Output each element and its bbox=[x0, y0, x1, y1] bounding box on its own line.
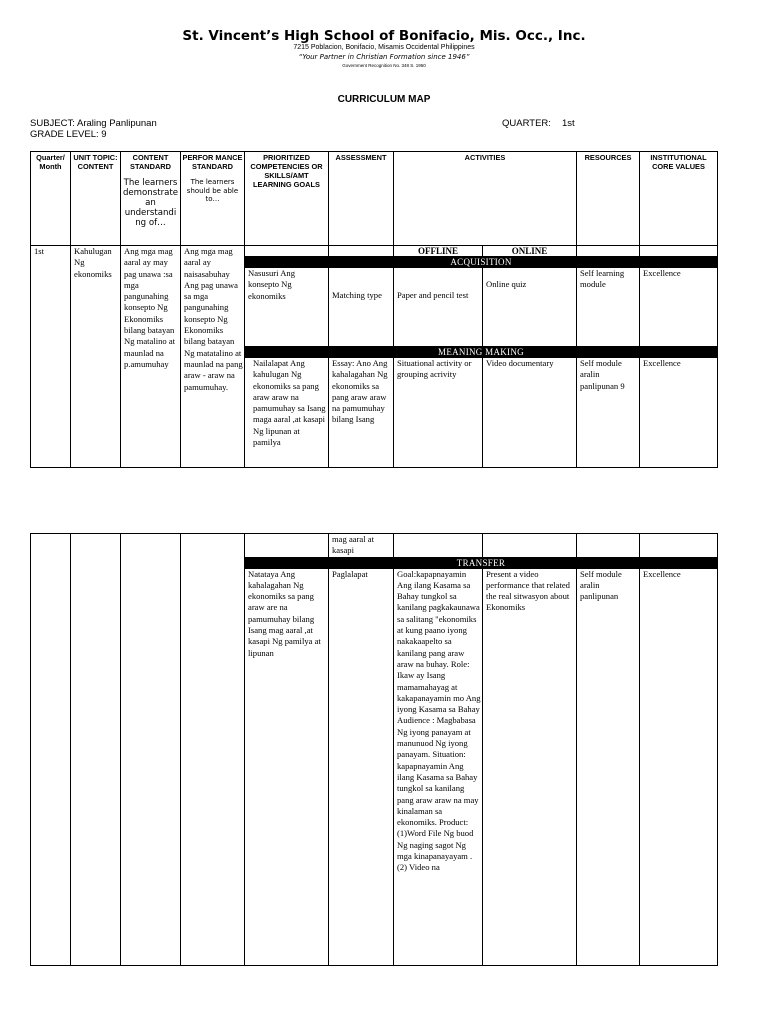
blank-cell bbox=[329, 246, 394, 257]
continuation-row bbox=[31, 534, 718, 558]
blank-cell bbox=[577, 534, 640, 558]
performance-standard-cell: Ang mga mag aaral ay naisasabuhay Ang pag unawa sa mga pangunahing konsepto Ng Ekonomiks bilang batayan Ng matatalino at maunlad na pang araw - araw na pamumuhay. bbox=[181, 246, 245, 468]
meaning-making-competency: Nailalapat Ang kahulugan Ng ekonomiks sa pang araw araw na pamumuhay sa Isang maga aaral ,at kasapi Ng lipunan at pamilya bbox=[245, 358, 329, 468]
blank-cell bbox=[245, 534, 329, 558]
meaning-making-assessment-continued: mag aaral at kasapi bbox=[329, 534, 394, 558]
document-title: CURRICULUM MAP bbox=[337, 94, 431, 105]
curriculum-map-continuation-table bbox=[30, 533, 718, 966]
unit-topic-cell: Kahulugan Ng ekonomiks bbox=[71, 246, 121, 468]
content-standard-sub: The learners demonstrate an understanding of… bbox=[122, 178, 179, 228]
blank-cell bbox=[640, 534, 718, 558]
meaning-making-assessment: Essay: Ano Ang kahalagahan Ng ekonomiks sa pang araw araw na pamumuhay bilang Isang bbox=[329, 358, 394, 468]
school-address: 7215 Poblacion, Bonifacio, Misamis Occidental Philippines bbox=[293, 44, 475, 51]
col-core-values: INSTITUTIONAL CORE VALUES bbox=[640, 152, 718, 246]
blank-cell bbox=[640, 246, 718, 257]
col-performance-standard: PERFOR MANCE STANDARD The learners should be able to… bbox=[181, 152, 245, 246]
transfer-online: Present a video performance that related the real sitwasyon about Ekonomiks bbox=[483, 568, 577, 965]
transfer-core-value: Excellence bbox=[640, 568, 718, 965]
blank-cell bbox=[31, 534, 71, 966]
meaning-making-core-value: Excellence bbox=[640, 358, 718, 468]
subject-label: SUBJECT: Araling Panlipunan bbox=[30, 118, 157, 129]
blank-cell bbox=[181, 534, 245, 966]
blank-cell bbox=[394, 534, 483, 558]
curriculum-map-table bbox=[30, 151, 718, 468]
activities-subheader-row bbox=[31, 246, 718, 257]
col-competencies: PRIORITIZED COMPETENCIES OR SKILLS/AMT LEARNING GOALS bbox=[245, 152, 329, 246]
acquisition-assessment: Matching type bbox=[329, 268, 394, 347]
online-header: ONLINE bbox=[483, 246, 577, 257]
transfer-offline: Goal:kapapnayamin Ang ilang Kasama sa Bahay tungkol sa kanilang pagkakaunawa sa salitang "ekonomiks at kung paano iyong nakakaapelto sa kanilang pang araw araw na buhay. Role: Ikaw ay Isang mamamahayag at kakapanayamin mo Ang iyong Kasama sa Bahay Audience : Magbabasa Ng iyong panayam at manunuod Ng iyong panayam. Situation: kapapnayamin Ang ilang Kasama sa Bahay tungkol sa kanilang pang araw araw na may kinalaman sa ekonomiks. Product:(1)Word File Ng buod Ng naging sagot Ng mga kinapanayayam .(2) Video na bbox=[394, 568, 483, 965]
transfer-resources: Self module aralin panlipunan bbox=[577, 568, 640, 965]
transfer-bar: TRANSFER bbox=[245, 557, 718, 568]
acquisition-competency: Nasusuri Ang konsepto Ng ekonomiks bbox=[245, 268, 329, 347]
meaning-making-bar: MEANING MAKING bbox=[245, 347, 718, 358]
quarter-label: QUARTER: bbox=[502, 118, 551, 129]
school-motto: “Your Partner in Christian Formation since 1946” bbox=[298, 53, 470, 61]
quarter-value: 1st bbox=[562, 118, 575, 129]
government-recognition: Government Recognition No. 348 S. 1950 bbox=[342, 63, 426, 68]
col-quarter: Quarter/ Month bbox=[31, 152, 71, 246]
meaning-making-resources: Self module aralin panlipunan 9 bbox=[577, 358, 640, 468]
content-standard-cell: Ang mga mag aaral ay may pag unawa :sa mga pangunahing konsepto Ng Ekonomiks bilang batayan Ng matalino at maunlad na p.amumuhay bbox=[121, 246, 181, 468]
performance-standard-sub: The learners should be able to… bbox=[186, 178, 239, 203]
blank-cell bbox=[577, 246, 640, 257]
blank-cell bbox=[483, 534, 577, 558]
grade-level-label: GRADE LEVEL: 9 bbox=[30, 129, 107, 140]
meaning-making-online: Video documentary bbox=[483, 358, 577, 468]
school-name: St. Vincent’s High School of Bonifacio, Mis. Occ., Inc. bbox=[182, 28, 586, 44]
quarter-cell: 1st bbox=[31, 246, 71, 468]
col-assessment: ASSESSMENT bbox=[329, 152, 394, 246]
col-resources: RESOURCES bbox=[577, 152, 640, 246]
offline-header: OFFLINE bbox=[394, 246, 483, 257]
acquisition-offline: Paper and pencil test bbox=[394, 268, 483, 347]
col-unit-topic: UNIT TOPIC: CONTENT bbox=[71, 152, 121, 246]
blank-cell bbox=[121, 534, 181, 966]
transfer-competency: Natataya Ang kahalagahan Ng ekonomiks sa pang araw are na pamumuhay bilang Isang mag aaral ,at kasapi Ng pamilya at lipunan bbox=[245, 568, 329, 965]
acquisition-online: Online quiz bbox=[483, 268, 577, 347]
acquisition-bar: ACQUISITION bbox=[245, 257, 718, 268]
col-content-standard: CONTENT STANDARD The learners demonstrate an understanding of… bbox=[121, 152, 181, 246]
blank-cell bbox=[245, 246, 329, 257]
meaning-making-offline: Situational activity or grouping acrivity bbox=[394, 358, 483, 468]
transfer-assessment: Paglalapat bbox=[329, 568, 394, 965]
acquisition-core-value: Excellence bbox=[640, 268, 718, 347]
blank-cell bbox=[71, 534, 121, 966]
acquisition-resources: Self learning module bbox=[577, 268, 640, 347]
col-activities: ACTIVITIES bbox=[394, 152, 577, 246]
header-row bbox=[31, 152, 718, 246]
